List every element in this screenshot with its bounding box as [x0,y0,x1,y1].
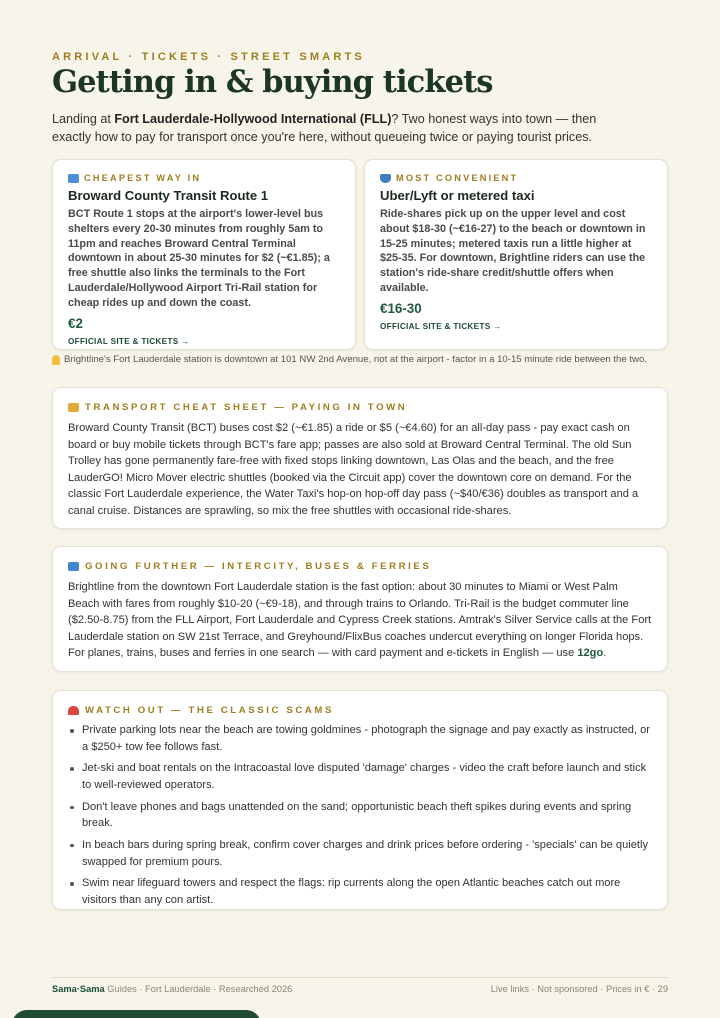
scams-section [52,690,668,910]
scam-list [68,722,652,909]
lightbulb-icon [52,355,60,365]
option-description: Ride-shares pick up on the upper level and cost about $18-30 (~€16-27) to the beach or downtown in 15-25 minutes; metered taxis run a little higher at $25-35. For downtown, Brightline riders can use the station's ride-share credit/shuttle offers when available. [380,208,646,294]
going-further-section [52,546,668,672]
banknote-icon [68,174,79,183]
brightline-tip: Brightline's Fort Lauderdale station is downtown at 101 NW 2nd Avenue, not at the airport - factor in a 10-15 minute ride between the two. [52,354,668,365]
section-body: Broward County Transit (BCT) buses cost $2 (~€1.85) a ride or $5 (~€4.60) for an all-day pass - pay exact cash on board or buy mobile tickets through BCT's fare app; passes are also sold at Broward Central Terminal. The old Sun Trolley has gone permanently fare-free with fixed stops linking downtown, Las Olas and the beach, and the free LauderGO! Micro Mover electric shuttles (booked via the Circuit app) cover the downtown core on demand. For the classic Fort Lauderdale experience, the Water Taxi's hop-on hop-off day pass (~$40/€36) doubles as transport and a canal cruise. Distances are sprawling, so mix the free shuttles with occasional ride-shares. [68,422,639,517]
list-item: Swim near lifeguard towers and respect the flags: rip currents along the open Atlantic beaches catch out more visitors than any con artist. [68,875,652,909]
floating-action-pill[interactable] [12,1010,261,1018]
section-label: GOING FURTHER — INTERCITY, BUSES & FERRIES [68,561,652,572]
option-description: BCT Route 1 stops at the airport's lower-level bus shelters every 20-30 minutes from roughly 5am to 11pm and reaches Broward Central Terminal downtown in about 25-30 minutes for $2 (~€1.85); a free shuttle also links the terminals to the Fort Lauderdale/Hollywood Airport Tri-Rail station for cheap rides up and down the coast. [68,208,330,309]
intro-paragraph: Landing at Fort Lauderdale-Hollywood International (FLL)? Two honest ways into town — then exactly how to pay for transport once you're here, without queueing twice or paying tourist prices. [52,112,597,144]
footer-left: Sama·Sama Guides · Fort Lauderdale · Researched 2026 [52,984,293,994]
eyebrow: ARRIVAL · TICKETS · STREET SMARTS [52,51,365,63]
official-site-link[interactable]: OFFICIAL SITE & TICKETS → [380,321,502,331]
option-price: €16-30 [380,300,422,316]
brand-name: Sama·Sama [52,984,105,994]
siren-icon [68,706,79,715]
official-site-link[interactable]: OFFICIAL SITE & TICKETS → [68,336,190,346]
option-title: Uber/Lyft or metered taxi [380,188,535,203]
option-card-convenient [364,159,668,350]
option-price: €2 [68,315,83,331]
cheat-sheet-section [52,387,668,529]
option-label: CHEAPEST WAY IN [68,173,340,183]
page-title: Getting in & buying tickets [52,64,493,100]
section-body: Brightline from the downtown Fort Lauderdale station is the fast option: about 30 minutes to Miami or West Palm Beach with fares from roughly $10-20 (~€9-18), and through trains to Orlando. Tri-Rail is the budget commuter line ($2.50-8.75) from the FLL Airport, Fort Lauderdale and Cypress Creek stations. Amtrak's Silver Service calls at the Fort Lauderdale station on SW 21st Terrace, and Greyhound/FlixBus coaches undercut everything on longer Florida hops. For planes, trains, buses and ferries in one search — with card payment and e-tickets in English — use 12go. [68,581,652,660]
section-label: WATCH OUT — THE CLASSIC SCAMS [68,705,652,716]
ship-icon [380,174,391,183]
bus-icon [68,562,79,571]
option-card-cheapest [52,159,356,350]
12go-link[interactable]: 12go [577,647,604,660]
list-item: Jet-ski and boat rentals on the Intracoastal love disputed 'damage' charges - video the craft before launch and stick to well-reviewed operators. [68,760,652,794]
footer-right: Live links · Not sponsored · Prices in € · 29 [490,984,668,994]
list-item: In beach bars during spring break, confirm cover charges and drink prices before ordering - 'specials' can be quietly swapped for premium pours. [68,837,652,871]
airport-name: Fort Lauderdale-Hollywood International (FLL) [114,112,392,126]
ticket-icon [68,403,79,412]
page-footer [52,977,668,994]
list-item: Private parking lots near the beach are towing goldmines - photograph the signage and pay exactly as instructed, or a $250+ tow fee follows fast. [68,722,652,756]
option-title: Broward County Transit Route 1 [68,188,269,203]
option-label: MOST CONVENIENT [380,173,652,183]
section-label: TRANSPORT CHEAT SHEET — PAYING IN TOWN [68,402,652,413]
list-item: Don't leave phones and bags unattended on the sand; opportunistic beach theft spikes during events and spring break. [68,799,652,833]
